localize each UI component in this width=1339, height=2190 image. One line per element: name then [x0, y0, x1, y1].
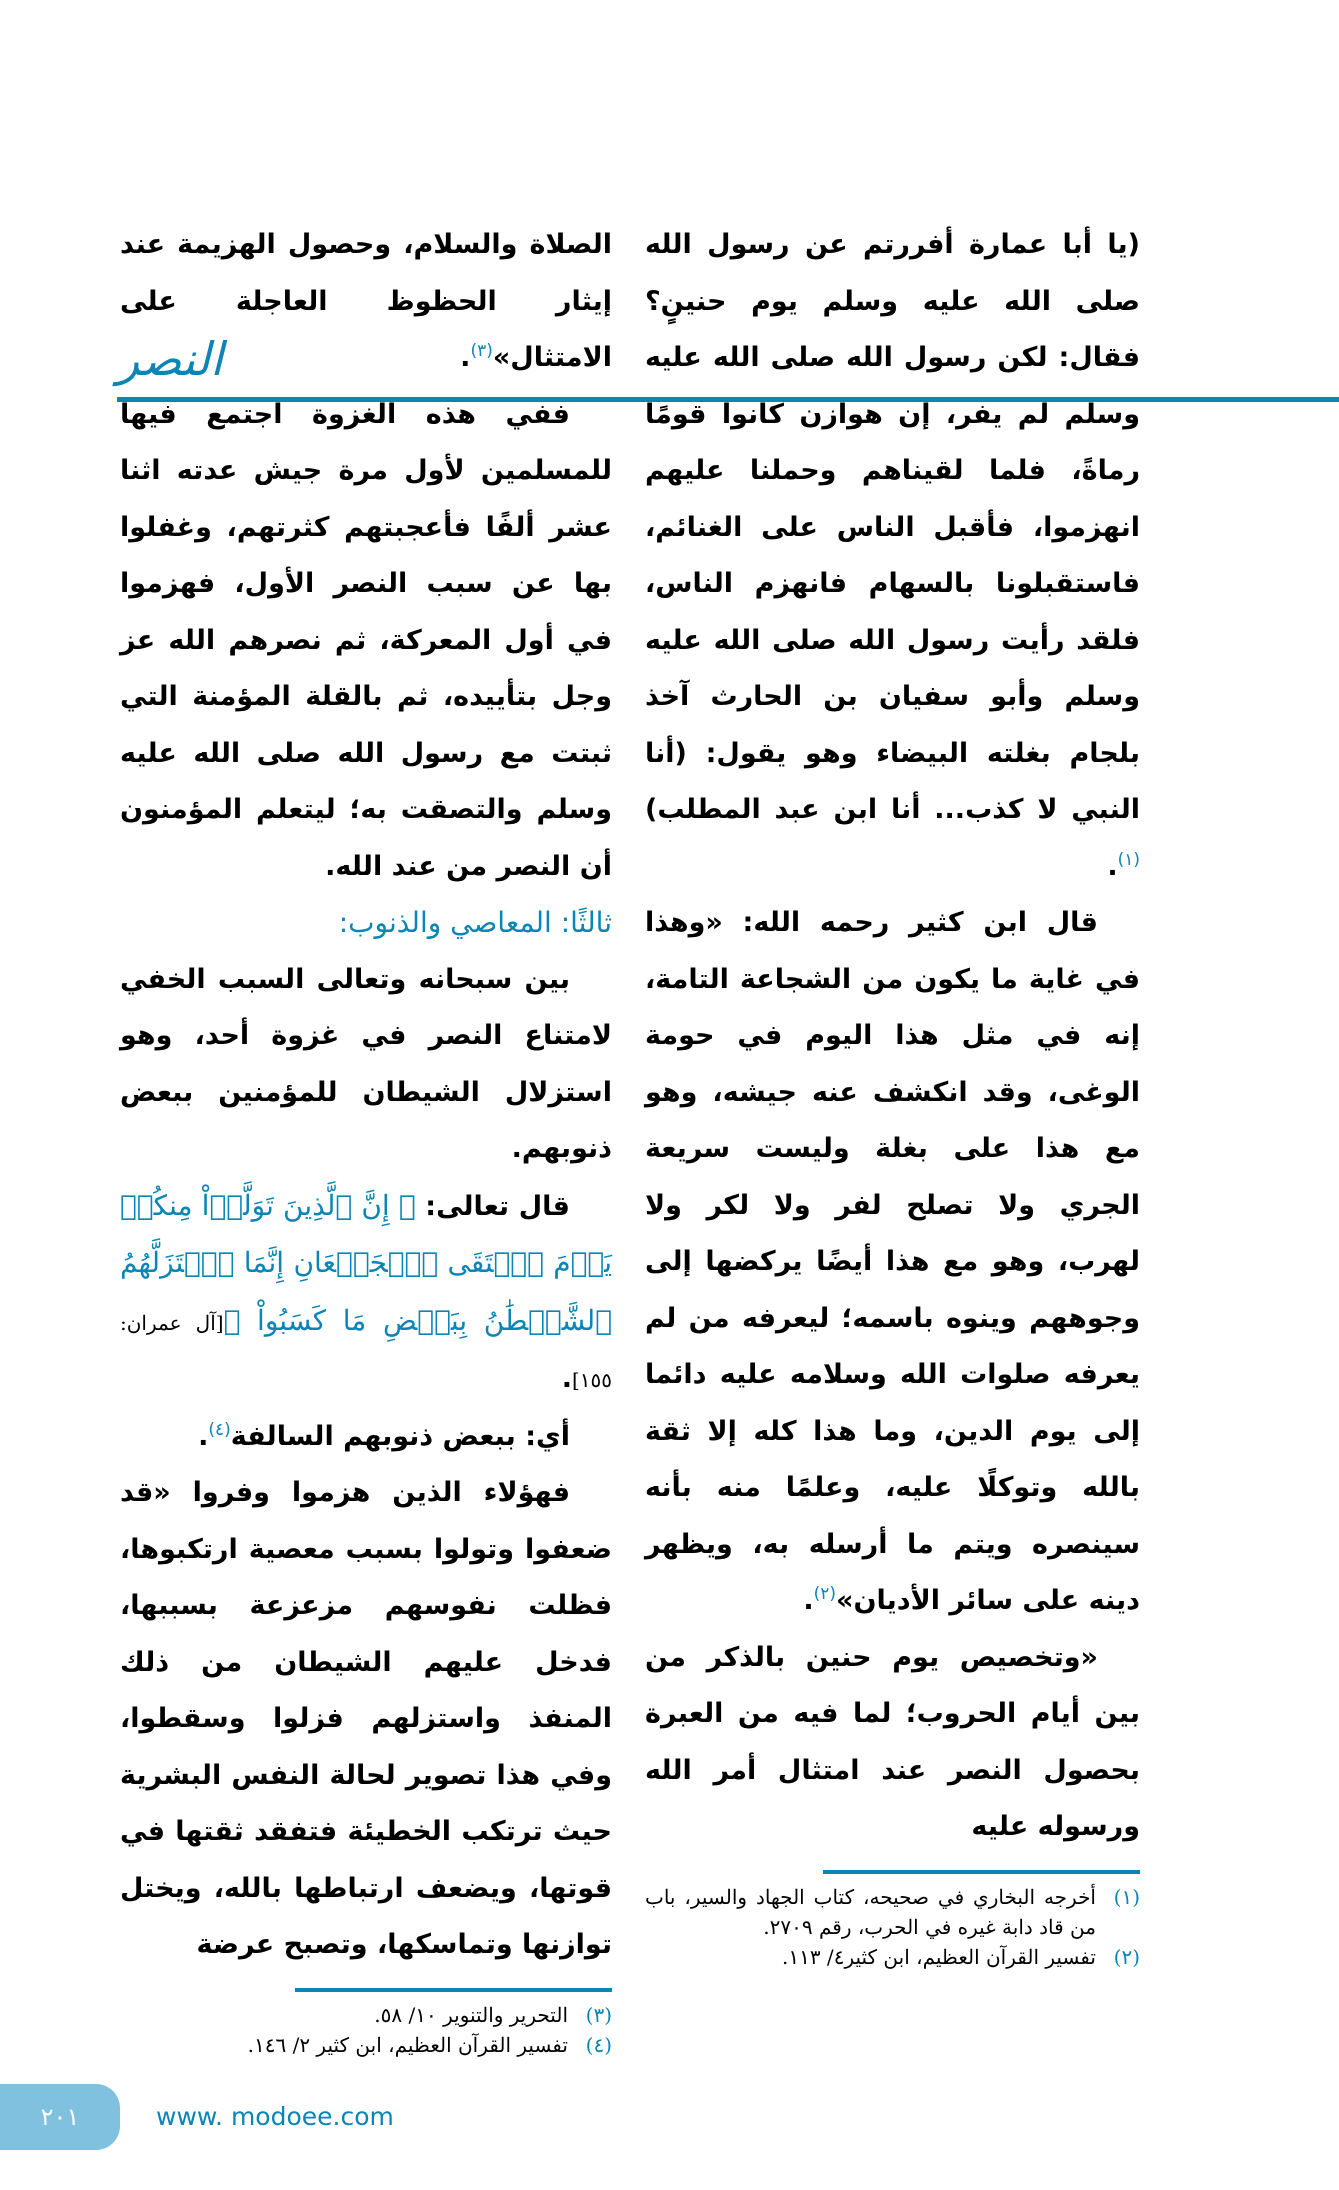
running-header-title: النصر	[117, 332, 223, 386]
footnote-number: (٢)	[1113, 1944, 1140, 1969]
verse-lead: قال تعالى:	[415, 1190, 570, 1222]
page-columns	[120, 217, 1140, 2060]
footnote-text: التحرير والتنوير ١٠/ ٥٨.	[374, 2002, 568, 2027]
paragraph-text: (يا أبا عمارة أفررتم عن رسول الله صلى الله عليه وسلم يوم حنينٍ؟ فقال: لكن رسول الله صلى الله عليه وسلم لم يفر، إن هوازن كانوا قومًا رماةً، فلما لقيناهم وحملنا عليهم انهزموا، فأقبل الناس على الغنائم، فاستقبلونا بالسهام فانهزم الناس، فلقد رأيت رسول الله صلى الله عليه وسلم وأبو سفيان بن الحارث آخذ بلجام بغلته البيضاء وهو يقول: (أنا النبي لا كذب... أنا ابن عبد المطلب)	[645, 229, 1140, 825]
paragraph-tail: .	[198, 1420, 209, 1452]
footnote-4	[120, 2030, 612, 2060]
page-number: ٢٠١	[40, 2102, 80, 2131]
footnote-ref-2[interactable]: (٢)	[813, 1584, 837, 1604]
paragraph-tail: .	[803, 1585, 814, 1616]
paragraph-text: ففي هذه الغزوة اجتمع فيها للمسلمين لأول مرة جيش عدته اثنا عشر ألفًا فأعجبتهم كثرتهم، وغفلوا بها عن سبب النصر الأول، فهزموا في أول المعركة، ثم نصرهم الله عز وجل بتأييده، ثم بالقلة المؤمنة التي ثبتت مع رسول الله صلى الله عليه وسلم والتصقت به؛ ليتعلم المؤمنون أن النصر من عند الله.	[120, 398, 612, 882]
page-number-badge	[0, 2084, 120, 2150]
page-footer	[0, 2084, 1339, 2150]
paragraph-text: «وتخصيص يوم حنين بالذكر من بين أيام الحروب؛ لما فيه من العبرة بحصول النصر عند امتثال أمر الله ورسوله عليه	[645, 1641, 1140, 1842]
verse-citation: [آل عمران: ١٥٥]	[120, 1310, 612, 1392]
footnote-ref-3[interactable]: (٣)	[470, 341, 493, 361]
paragraph-uhud	[120, 952, 612, 1178]
footnote-3	[120, 2000, 612, 2030]
footnote-rule-left	[295, 1988, 612, 1992]
paragraph-continuation	[120, 217, 612, 387]
paragraph-ibn-kathir	[645, 895, 1140, 1630]
footnote-text: تفسير القرآن العظيم، ابن كثير٤/ ١١٣.	[781, 1944, 1096, 1969]
paragraph-hadith	[645, 217, 1140, 895]
paragraph-text: بين سبحانه وتعالى السبب الخفي لامتناع النصر في غزوة أحد، وهو استزلال الشيطان للمؤمنين ببعض ذنوبهم.	[120, 963, 612, 1164]
footnote-text: تفسير القرآن العظيم، ابن كثير ٢/ ١٤٦.	[247, 2032, 568, 2057]
paragraph-text: الصلاة والسلام، وحصول الهزيمة عند إيثار الحظوظ العاجلة على الامتثال»	[120, 229, 612, 373]
left-column	[120, 217, 612, 1974]
paragraph-text: فهؤلاء الذين هزموا وفروا «قد ضعفوا وتولوا بسبب معصية ارتكبوها، فظلت نفوسهم مزعزعة بسببها، فدخل عليهم الشيطان من ذلك المنفذ واستزلهم فزلوا وسقطوا، وفي هذا تصوير لحالة النفس البشرية حيث ترتكب الخطيئة فتفقد ثقتها في قوتها، ويضعف ارتباطها بالله، ويختل توازنها وتماسكها، وتصبح عرضة	[120, 1477, 612, 1960]
website-link[interactable]: www. modoee.com	[156, 2101, 394, 2131]
paragraph-defeated	[120, 1465, 612, 1974]
footnotes-right	[645, 1882, 1140, 1972]
quran-verse: ﴿ إِنَّ ٱلَّذِينَ تَوَلَّوۡاْ مِنكُمۡ يَوۡمَ ٱلۡتَقَى ٱلۡجَمۡعَانِ إِنَّمَا ٱسۡتَزَلَّهُمُ ٱلشَّيۡطَٰنُ بِبَعۡضِ مَا كَسَبُواْ ﴾	[120, 1188, 612, 1337]
paragraph-tail: .	[561, 1363, 572, 1394]
footnote-rule-right	[823, 1870, 1140, 1874]
paragraph-ghazwa	[120, 387, 612, 896]
footnote-number: (٣)	[585, 2002, 612, 2027]
footnote-2	[645, 1942, 1140, 1972]
footnotes-left	[120, 2000, 612, 2060]
paragraph-tail: .	[1107, 850, 1118, 882]
paragraph-explanation	[120, 1409, 612, 1466]
footnote-number: (٤)	[585, 2032, 612, 2057]
footnote-text: أخرجه البخاري في صحيحه، كتاب الجهاد والسير، باب من قاد دابة غيره في الحرب، رقم ٢٧٠٩.	[645, 1884, 1096, 1939]
paragraph-verse	[120, 1178, 612, 1409]
footnote-ref-1[interactable]: (١)	[1117, 849, 1140, 870]
right-column	[645, 217, 1140, 1856]
paragraph-hunayn	[645, 1630, 1140, 1856]
footnote-1	[645, 1882, 1140, 1942]
section-heading: ثالثًا: المعاصي والذنوب:	[338, 906, 612, 939]
paragraph-text: قال ابن كثير رحمه الله: «وهذا في غاية ما يكون من الشجاعة التامة، إنه في مثل هذا اليوم في حومة الوغى، وقد انكشف عنه جيشه، وهو مع هذا على بغلة وليست سريعة الجري ولا تصلح لفر ولا لكر ولا لهرب، وهو مع هذا أيضًا يركضها إلى وجوههم وينوه باسمه؛ ليعرفه من لم يعرفه صلوات الله وسلامه عليه دائما إلى يوم الدين، وما هذا كله إلا ثقة بالله وتوكلًا عليه، وعلمًا منه بأنه سينصره ويتم ما أرسله به، ويظهر دينه على سائر الأديان»	[645, 907, 1140, 1616]
paragraph-text: أي: ببعض ذنوبهم السالفة	[230, 1420, 570, 1452]
right-column-stack	[645, 217, 1140, 1972]
paragraph-tail: .	[460, 342, 471, 373]
left-column-stack	[120, 217, 612, 2060]
footnote-ref-4[interactable]: (٤)	[208, 1419, 231, 1440]
footnote-number: (١)	[1113, 1884, 1140, 1909]
